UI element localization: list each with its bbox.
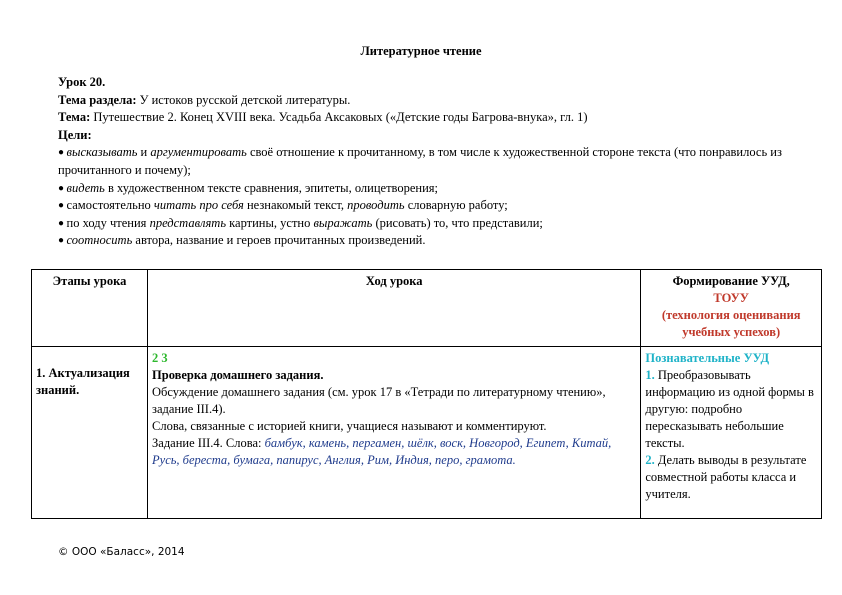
- table-header-row: [32, 270, 822, 347]
- lesson-number: Урок 20.: [58, 75, 106, 89]
- goal-item: ● соотносить автора, название и героев прочитанных произведений.: [58, 233, 426, 248]
- goals-label: Цели:: [58, 127, 92, 142]
- header-lesson-flow: Ход урока: [148, 270, 641, 347]
- header-touu: ТОУУ: [713, 291, 749, 305]
- task-heading: Проверка домашнего задания.: [152, 368, 324, 382]
- goal-item: ● видеть в художественном тексте сравнения, эпитеты, олицетворения;: [58, 180, 439, 195]
- topic-line: Тема: Путешествие 2. Конец XVIII века. Усадьба Аксаковых («Детские годы Багрова-внука», гл. 1): [58, 110, 588, 125]
- copyright-footer: © ООО «Баласс», 2014: [58, 546, 185, 558]
- lesson-table: [31, 269, 822, 519]
- lesson-header: [58, 74, 798, 250]
- bullet-icon: ●: [58, 235, 67, 247]
- goal-item: ● высказывать и аргументировать своё отношение к прочитанному, в том числе к художественной стороне текста (что понравилось из прочитанного и почему);: [58, 145, 782, 177]
- task-paragraph-3: Задание III.4. Слова: бамбук, камень, пергамен, шёлк, воск, Новгород, Египет, Китай, Русь, береста, бумага, папирус, Англия, Рим, Индия, перо, грамота.: [152, 436, 612, 467]
- bullet-icon: ●: [58, 217, 67, 229]
- section-line: Тема раздела: У истоков русской детской литературы.: [58, 92, 351, 107]
- goal-item: ● по ходу чтения представлять картины, устно выражать (рисовать) то, что представили;: [58, 215, 543, 230]
- header-stages: Этапы урока: [32, 270, 148, 347]
- document-title: Литературное чтение: [360, 44, 482, 58]
- task-paragraph-1: Обсуждение домашнего задания (см. урок 17 в «Тетради по литературному чтению», задание III.4).: [152, 385, 606, 416]
- goal-item: ● самостоятельно читать про себя незнакомый текст, проводить словарную работу;: [58, 198, 508, 213]
- uud-item-1: 1. Преобразовывать информацию из одной формы в другую: подробно пересказывать небольшие тексты.: [645, 368, 814, 450]
- table-row: [32, 347, 822, 519]
- header-touu-desc: (технология оценивания учебных успехов): [661, 308, 801, 339]
- bullet-icon: ●: [58, 200, 67, 212]
- uud-item-2: 2. Делать выводы в результате совместной работы класса и учителя.: [645, 453, 807, 501]
- uud-cell: [641, 347, 822, 519]
- slide-numbers: 2 3: [152, 351, 168, 365]
- lesson-flow-cell: [148, 347, 641, 519]
- goals-list: [58, 144, 798, 250]
- header-uud: Формирование УУД, ТОУУ (технология оценивания учебных успехов): [641, 270, 822, 347]
- word-list: бамбук, камень, пергамен, шёлк, воск, Новгород, Египет, Китай, Русь, береста, бумага, папирус, Англия, Рим, Индия, перо, грамота.: [152, 436, 612, 467]
- bullet-icon: ●: [58, 182, 67, 194]
- task-paragraph-2: Слова, связанные с историей книги, учащиеся называют и комментируют.: [152, 419, 547, 433]
- stage-cell: 1. Актуализация знаний.: [32, 347, 148, 519]
- uud-title: Познавательные УУД: [645, 351, 770, 365]
- bullet-icon: ●: [58, 147, 67, 159]
